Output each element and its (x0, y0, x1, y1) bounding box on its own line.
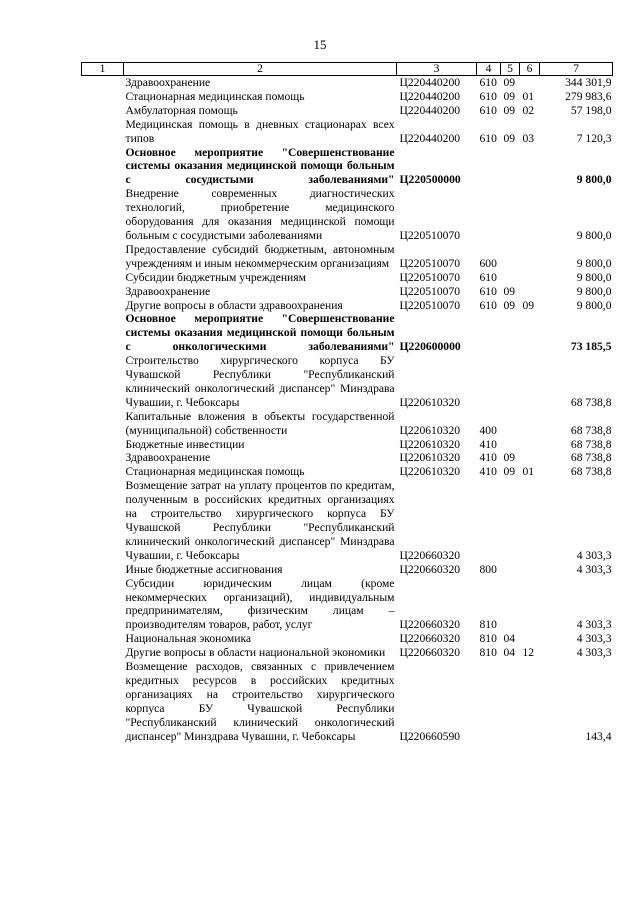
row-target-code: Ц220440200 (399, 103, 461, 117)
row-expense-type (477, 146, 501, 188)
row-target-code: Ц220610320 (399, 451, 461, 465)
row-target-code: Ц220660590 (399, 729, 461, 743)
row-subsection (520, 563, 540, 577)
row-expense-type (477, 479, 501, 562)
row-section: 09 (503, 103, 516, 117)
column-header: 3 (397, 63, 477, 76)
row-expense-type: 610 (479, 103, 497, 117)
row-number-cell (82, 76, 124, 90)
row-subsection (520, 410, 540, 438)
row-subsection (520, 76, 540, 90)
row-amount: 9 800,0 (576, 256, 612, 270)
column-header: 4 (477, 63, 501, 76)
row-number-cell (82, 312, 124, 354)
row-number-cell (82, 632, 124, 646)
table-row (82, 118, 613, 146)
column-header: 5 (501, 63, 520, 76)
row-subsection (520, 354, 540, 410)
row-subsection (520, 479, 540, 562)
column-header: 2 (124, 63, 397, 76)
row-name: Предоставление субсидий бюджетным, автономным учреждениям и иным некоммерческим организациям (125, 242, 395, 270)
row-expense-type (477, 312, 501, 354)
row-subsection (520, 438, 540, 452)
row-subsection: 02 (522, 103, 535, 117)
row-number-cell (82, 271, 124, 285)
row-subsection: 03 (522, 131, 535, 145)
row-amount: 4 303,3 (576, 646, 612, 660)
row-expense-type: 610 (479, 131, 497, 145)
row-number-cell (82, 410, 124, 438)
row-number-cell (82, 285, 124, 299)
row-target-code: Ц220610320 (399, 423, 461, 437)
row-target-code: Ц220510070 (399, 228, 461, 242)
table-row (82, 76, 613, 90)
row-number-cell (82, 451, 124, 465)
row-target-code: Ц220510070 (399, 270, 461, 284)
row-amount: 9 800,0 (576, 270, 612, 284)
row-subsection: 01 (522, 465, 535, 479)
row-subsection (520, 285, 540, 299)
row-amount: 7 120,3 (576, 131, 612, 145)
row-amount: 68 738,8 (570, 423, 612, 437)
row-name: Основное мероприятие "Совершенствование системы оказания медицинской помощи больным с сосудистыми заболеваниями" (125, 145, 395, 187)
row-target-code: Ц220660320 (399, 618, 461, 632)
row-subsection (520, 632, 540, 646)
row-number-cell (82, 646, 124, 660)
row-amount: 279 983,6 (565, 89, 612, 103)
row-name: Национальная экономика (125, 632, 252, 646)
row-target-code: Ц220600000 (399, 340, 461, 354)
row-expense-type: 610 (479, 76, 497, 89)
table-row (82, 479, 613, 562)
row-expense-type: 410 (479, 465, 497, 479)
budget-table (81, 62, 613, 744)
row-number-cell (82, 104, 124, 118)
row-section: 09 (503, 89, 516, 103)
row-section: 04 (503, 632, 516, 646)
table-header-row (82, 63, 613, 76)
row-section (501, 312, 520, 354)
row-target-code: Ц220660320 (399, 562, 461, 576)
table-row (82, 90, 613, 104)
row-target-code: Ц220660320 (399, 548, 461, 562)
row-subsection: 12 (522, 646, 535, 660)
row-target-code: Ц220440200 (399, 131, 461, 145)
row-name: Амбулаторная помощь (125, 103, 238, 117)
table-row (82, 299, 613, 313)
row-number-cell (82, 563, 124, 577)
row-amount: 9 800,0 (576, 284, 612, 298)
row-amount: 143,4 (585, 729, 612, 743)
row-subsection: 01 (522, 89, 535, 103)
row-target-code: Ц220660320 (399, 632, 461, 646)
row-expense-type: 810 (479, 646, 497, 660)
row-target-code: Ц220440200 (399, 76, 461, 89)
row-name: Иные бюджетные ассигнования (125, 562, 283, 576)
table-row (82, 465, 613, 479)
row-number-cell (82, 187, 124, 243)
row-name: Другие вопросы в области здравоохранения (125, 298, 343, 312)
row-section (501, 577, 520, 633)
table-row (82, 646, 613, 660)
row-amount: 344 301,9 (565, 76, 612, 89)
row-number-cell (82, 118, 124, 146)
row-name: Здравоохранение (125, 76, 211, 89)
row-number-cell (82, 577, 124, 633)
table-row (82, 410, 613, 438)
row-amount: 4 303,3 (576, 632, 612, 646)
row-expense-type (477, 187, 501, 243)
row-number-cell (82, 354, 124, 410)
row-target-code: Ц220610320 (399, 437, 461, 451)
row-amount: 68 738,8 (570, 465, 612, 479)
row-name: Стационарная медицинская помощь (125, 89, 305, 103)
row-subsection (520, 577, 540, 633)
table-row (82, 660, 613, 743)
row-number-cell (82, 243, 124, 271)
column-header: 6 (520, 63, 540, 76)
row-expense-type: 610 (479, 270, 497, 284)
column-header: 7 (540, 63, 613, 76)
row-expense-type: 810 (479, 632, 497, 646)
row-section: 09 (503, 465, 516, 479)
row-name: Возмещение расходов, связанных с привлечением кредитных ресурсов в российских кредитных организациях на строительство хирургического корпуса БУ Чувашской Республики "Республиканский клинический онкологический диспансер" Минздрава Чувашии, г. Чебоксары (125, 660, 395, 743)
row-section: 09 (503, 298, 516, 312)
row-section (501, 479, 520, 562)
row-amount: 4 303,3 (576, 548, 612, 562)
row-number-cell (82, 146, 124, 188)
row-target-code: Ц220610320 (399, 465, 461, 479)
row-target-code: Ц220610320 (399, 395, 461, 409)
row-name: Субсидии юридическим лицам (кроме некоммерческих организаций), индивидуальным предпринимателям, физическим лицам – производителям товаров, работ, услуг (125, 576, 395, 632)
row-section (501, 563, 520, 577)
row-name: Основное мероприятие "Совершенствование системы оказания медицинской помощи больным с онкологическими заболеваниями" (125, 312, 395, 354)
table-row (82, 312, 613, 354)
row-name: Субсидии бюджетным учреждениям (125, 270, 306, 284)
row-name: Здравоохранение (125, 451, 211, 465)
row-amount: 57 198,0 (570, 103, 612, 117)
row-number-cell (82, 479, 124, 562)
row-target-code: Ц220500000 (399, 173, 461, 187)
row-name: Внедрение современных диагностических технологий, приобретение медицинского оборудования для оказания медицинской помощи больным с сосудистыми заболеваниями (125, 187, 395, 242)
row-name: Капитальные вложения в объекты государственной (муниципальной) собственности (125, 409, 395, 437)
row-number-cell (82, 90, 124, 104)
row-name: Строительство хирургического корпуса БУ Чувашской Республики "Республиканский клинический онкологический диспансер" Минздрава Чувашии, г. Чебоксары (125, 354, 395, 409)
table-row (82, 563, 613, 577)
row-section: 09 (503, 131, 516, 145)
row-amount: 73 185,5 (570, 340, 612, 354)
row-name: Медицинская помощь в дневных стационарах всех типов (125, 117, 395, 145)
row-subsection (520, 243, 540, 271)
row-expense-type: 410 (479, 451, 497, 465)
table-row (82, 271, 613, 285)
table-row (82, 187, 613, 243)
row-subsection (520, 271, 540, 285)
row-target-code: Ц220510070 (399, 298, 461, 312)
row-amount: 9 800,0 (576, 228, 612, 242)
row-number-cell (82, 465, 124, 479)
row-expense-type: 610 (479, 89, 497, 103)
table-row (82, 104, 613, 118)
row-target-code: Ц220510070 (399, 284, 461, 298)
row-section (501, 271, 520, 285)
row-number-cell (82, 660, 124, 743)
row-section: 09 (503, 451, 516, 465)
row-section (501, 243, 520, 271)
table-row (82, 451, 613, 465)
page-number: 15 (313, 37, 327, 52)
row-subsection (520, 660, 540, 743)
row-target-code: Ц220660320 (399, 646, 461, 660)
row-name: Стационарная медицинская помощь (125, 465, 305, 479)
row-number-cell (82, 299, 124, 313)
row-amount: 9 800,0 (576, 298, 612, 312)
row-subsection (520, 312, 540, 354)
row-expense-type: 600 (479, 256, 497, 270)
row-section: 09 (503, 76, 516, 89)
row-expense-type (477, 354, 501, 410)
table-row (82, 577, 613, 633)
row-subsection (520, 146, 540, 188)
row-number-cell (82, 438, 124, 452)
table-row (82, 285, 613, 299)
row-section (501, 354, 520, 410)
row-subsection (520, 451, 540, 465)
row-amount: 4 303,3 (576, 618, 612, 632)
row-expense-type (477, 660, 501, 743)
row-expense-type: 610 (479, 284, 497, 298)
row-target-code: Ц220440200 (399, 89, 461, 103)
row-expense-type: 800 (479, 562, 497, 576)
row-section (501, 146, 520, 188)
row-target-code: Ц220510070 (399, 256, 461, 270)
row-section: 09 (503, 284, 516, 298)
table-row (82, 438, 613, 452)
row-name: Здравоохранение (125, 284, 211, 298)
table-row (82, 632, 613, 646)
row-expense-type: 410 (479, 437, 497, 451)
column-header: 1 (82, 63, 124, 76)
row-name: Другие вопросы в области национальной экономики (125, 646, 386, 660)
row-subsection (520, 187, 540, 243)
row-section: 04 (503, 646, 516, 660)
table-row (82, 146, 613, 188)
table-row (82, 243, 613, 271)
row-name: Бюджетные инвестиции (125, 437, 245, 451)
row-section (501, 410, 520, 438)
row-amount: 68 738,8 (570, 437, 612, 451)
row-amount: 9 800,0 (576, 173, 612, 187)
row-amount: 68 738,8 (570, 451, 612, 465)
row-section (501, 438, 520, 452)
row-subsection: 09 (522, 298, 535, 312)
row-section (501, 660, 520, 743)
row-amount: 4 303,3 (576, 562, 612, 576)
row-section (501, 187, 520, 243)
row-expense-type: 810 (479, 618, 497, 632)
row-amount: 68 738,8 (570, 395, 612, 409)
row-name: Возмещение затрат на уплату процентов по кредитам, полученным в российских кредитных организациях на строительство хирургического корпуса БУ Чувашской Республики "Республиканский клинический онкологический диспансер" Минздрава Чувашии, г. Чебоксары (125, 479, 395, 562)
row-expense-type: 400 (479, 423, 497, 437)
table-row (82, 354, 613, 410)
row-expense-type: 610 (479, 298, 497, 312)
